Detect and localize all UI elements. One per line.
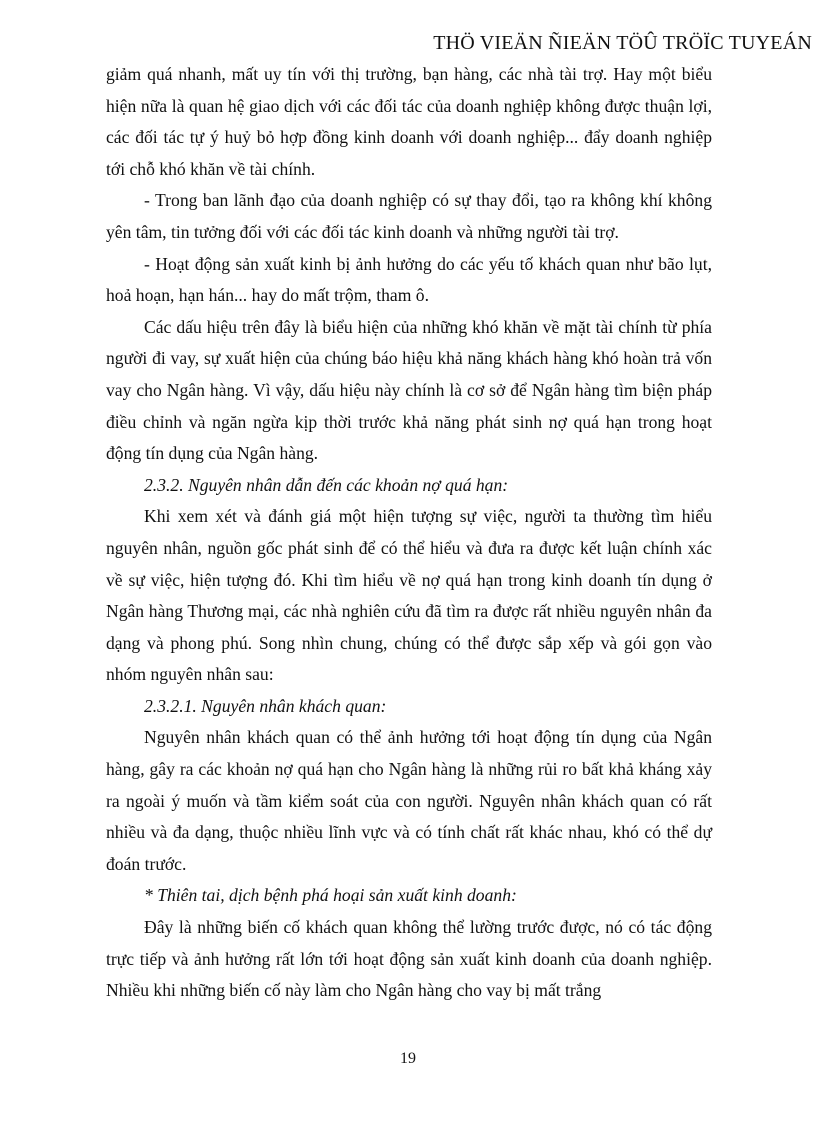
paragraph-causes-intro: Khi xem xét và đánh giá một hiện tượng sự việc, người ta thường tìm hiểu nguyên nhân, nguồn gốc phát sinh để có thể hiểu và đưa ra được kết luận chính xác về sự việc, hiện tượng đó. Khi tìm hiểu về nợ quá hạn trong kinh doanh tín dụng ở Ngân hàng Thương mại, các nhà nghiên cứu đã tìm ra được rất nhiều nguyên nhân đa dạng và phong phú. Song nhìn chung, chúng có thể được sắp xếp và gói gọn vào nhóm nguyên nhân sau: — [106, 506, 712, 685]
section-heading-2-3-2: 2.3.2. Nguyên nhân dẫn đến các khoản nợ quá hạn: — [144, 474, 509, 495]
page-header: THÖ VIEÄN ÑIEÄN TÖÛ TRÖÏC TUYEÁN — [433, 32, 812, 54]
section-heading-2-3-2-1: 2.3.2.1. Nguyên nhân khách quan: — [144, 695, 387, 716]
paragraph-objective-causes: Nguyên nhân khách quan có thể ảnh hưởng tới hoạt động tín dụng của Ngân hàng, gây ra các khoản nợ quá hạn cho Ngân hàng là những rủi ro bất khả kháng xảy ra ngoài ý muốn và tầm kiểm soát của con người. Nguyên nhân khách quan có rất nhiều và đa dạng, thuộc nhiều lĩnh vực và có tính chất rất khác nhau, khó có thể dự đoán trước. — [106, 727, 712, 874]
bullet-objective-factors: - Hoạt động sản xuất kinh bị ảnh hưởng do các yếu tố khách quan như bão lụt, hoả hoạn, hạn hán... hay do mất trộm, tham ô. — [106, 253, 712, 306]
paragraph-disasters: Đây là những biến cố khách quan không thể lường trước được, nó có tác động trực tiếp và ảnh hưởng rất lớn tới hoạt động sản xuất kinh doanh của doanh nghiệp. Nhiều khi những biến cố này làm cho Ngân hàng cho vay bị mất trắng — [106, 917, 712, 1001]
subheading-natural-disasters: * Thiên tai, dịch bệnh phá hoại sản xuất kinh doanh: — [144, 885, 517, 906]
page-body — [106, 59, 712, 1007]
paragraph-signs-summary: Các dấu hiệu trên đây là biểu hiện của những khó khăn về mặt tài chính từ phía người đi vay, sự xuất hiện của chúng báo hiệu khả năng khách hàng khó hoàn trả vốn vay cho Ngân hàng. Vì vậy, dấu hiệu này chính là cơ sở để Ngân hàng tìm biện pháp điều chỉnh và ngăn ngừa kịp thời trước khả năng phát sinh nợ quá hạn trong hoạt động tín dụng của Ngân hàng. — [106, 316, 712, 464]
page-number: 19 — [400, 1050, 416, 1067]
paragraph-continuation: giảm quá nhanh, mất uy tín với thị trường, bạn hàng, các nhà tài trợ. Hay một biểu hiện nữa là quan hệ giao dịch với các đối tác của doanh nghiệp không được thuận lợi, các đối tác tự ý huỷ bỏ hợp đồng kinh doanh với doanh nghiệp... đẩy doanh nghiệp tới chỗ khó khăn về tài chính. — [106, 64, 712, 179]
bullet-leadership-change: - Trong ban lãnh đạo của doanh nghiệp có sự thay đổi, tạo ra không khí không yên tâm, tin tưởng đối với các đối tác kinh doanh và những người tài trợ. — [106, 190, 712, 242]
